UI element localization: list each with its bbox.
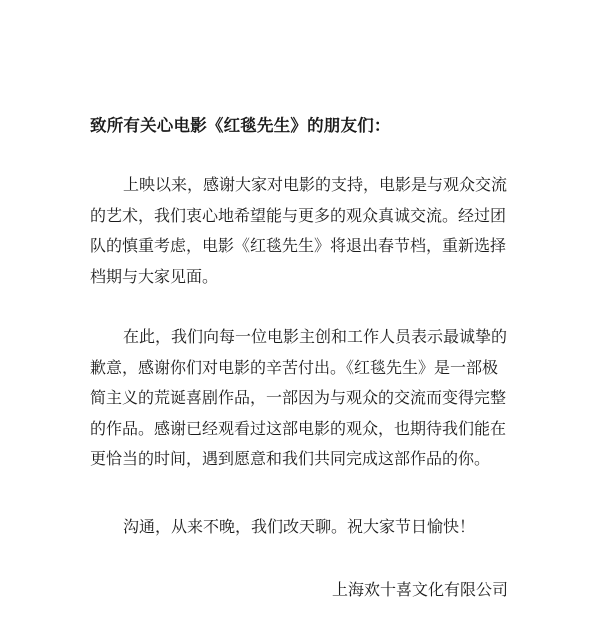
paragraph-line: 的艺术，我们衷心地希望能与更多的观众真诚交流。经过团 [90, 205, 507, 225]
paragraph-line: 歉意，感谢你们对电影的辛苦付出。《红毯先生》是一部极 [90, 357, 499, 377]
letter-salutation: 致所有关心电影《红毯先生》的朋友们： [90, 116, 391, 135]
paragraph-line: 队的慎重考虑，电影《红毯先生》将退出春节档，重新选择 [90, 236, 507, 255]
letter-paragraph-3 [90, 512, 475, 543]
paragraph-line: 档期与大家见面。 [90, 266, 219, 286]
letter-signature: 上海欢十喜文化有限公司 [331, 580, 508, 599]
paragraph-line: 的作品。感谢已经观看过这部电影的观众，也期待我们能在 [90, 418, 507, 438]
paragraph-line: 上映以来，感谢大家对电影的支持，电影是与观众交流 [123, 175, 508, 194]
letter-paragraph-1 [90, 170, 507, 292]
paragraph-line: 在此，我们向每一位电影主创和工作人员表示最诚挚的 [123, 327, 508, 346]
letter-paragraph-2 [90, 322, 507, 475]
paragraph-line: 沟通，从来不晚，我们改天聊。祝大家节日愉快！ [123, 517, 476, 536]
paragraph-line: 简主义的荒诞喜剧作品，一部因为与观众的交流而变得完整 [90, 388, 507, 407]
paragraph-line: 更恰当的时间，遇到愿意和我们共同完成这部作品的你。 [90, 449, 491, 468]
